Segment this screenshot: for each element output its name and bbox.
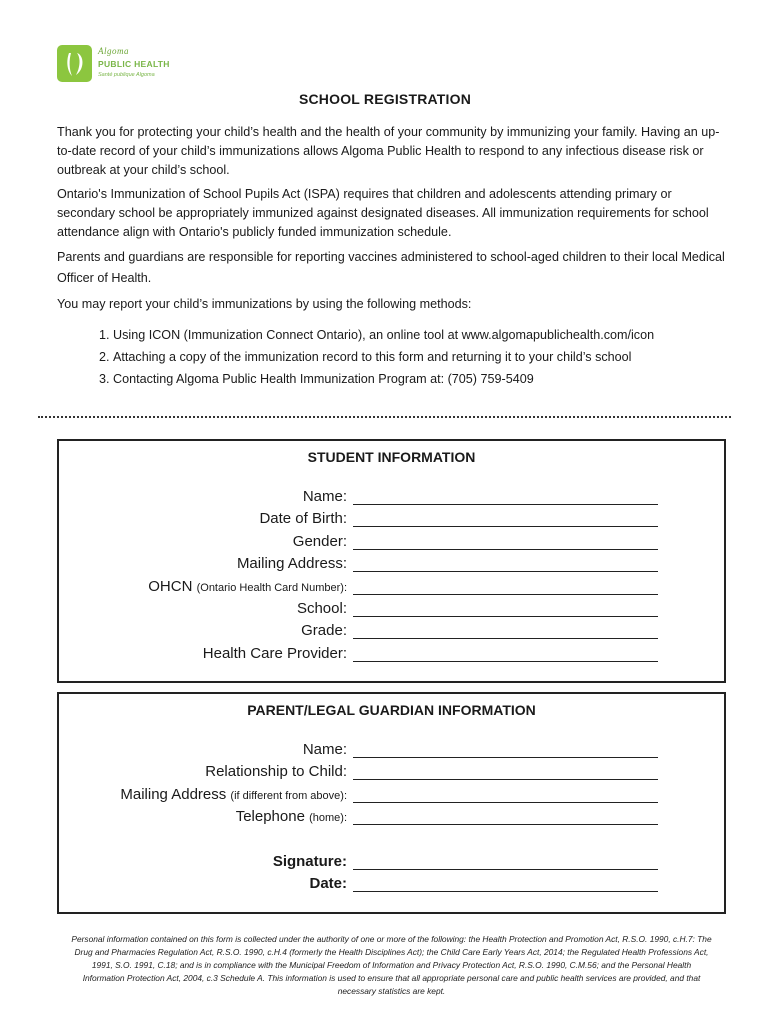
guardian-name-row: [59, 740, 724, 760]
student-name-row: [59, 487, 724, 507]
student-school-field[interactable]: [353, 616, 658, 617]
guardian-telephone-colon: :: [343, 812, 347, 824]
guardian-mailing-note: (if different from above): [230, 790, 344, 802]
reporting-methods-list: [57, 324, 729, 390]
student-provider-field[interactable]: [353, 661, 658, 662]
logo-text: [98, 47, 170, 78]
student-mailing-field[interactable]: [353, 571, 658, 572]
algoma-public-health-logo: [57, 45, 187, 85]
guardian-date-row: [59, 874, 724, 894]
guardian-telephone-text: Telephone: [235, 808, 305, 825]
dotted-separator: [38, 416, 731, 418]
student-dob-field[interactable]: [353, 526, 658, 527]
intro-paragraph-3: Parents and guardians are responsible for reporting vaccines administered to school-aged children to their local Medical Officer of Health.: [57, 250, 725, 285]
guardian-signature-label: Signature:: [272, 853, 347, 870]
student-grade-row: [59, 621, 724, 641]
ohcn-colon: :: [343, 582, 347, 594]
student-school-label: School:: [296, 600, 347, 617]
guardian-mailing-label: [120, 785, 347, 806]
student-grade-field[interactable]: [353, 638, 658, 639]
guardian-mailing-text: Mailing Address: [120, 786, 227, 803]
guardian-relationship-label: Relationship to Child:: [205, 763, 347, 780]
student-dob-row: [59, 509, 724, 529]
logo-mark-icon: [57, 45, 92, 82]
student-gender-label: Gender:: [292, 533, 347, 550]
guardian-relationship-row: [59, 762, 724, 782]
student-grade-label: Grade:: [301, 622, 347, 639]
guardian-telephone-label: [236, 807, 347, 828]
student-name-field[interactable]: [353, 504, 658, 505]
guardian-telephone-note: (home): [309, 812, 344, 824]
logo-line-3: Santé publique Algoma: [98, 71, 155, 78]
logo-line-1: Algoma: [98, 46, 129, 56]
student-ohcn-field[interactable]: [353, 594, 658, 595]
page-title: SCHOOL REGISTRATION: [298, 91, 472, 107]
student-dob-label: Date of Birth:: [259, 510, 347, 527]
student-information-box: [57, 439, 726, 683]
method-item-2: 2. Attaching a copy of the immunization record to this form and returning it to your child’s school: [113, 346, 729, 368]
student-ohcn-label: [148, 577, 347, 598]
student-mailing-label: Mailing Address:: [236, 555, 347, 572]
guardian-telephone-row: [59, 807, 724, 827]
student-mailing-row: [59, 554, 724, 574]
student-info-heading: STUDENT INFORMATION: [307, 449, 476, 465]
student-ohcn-row: [59, 577, 724, 597]
student-gender-field[interactable]: [353, 549, 658, 550]
method-item-1: 1. Using ICON (Immunization Connect Ontario), an online tool at www.algomapublichealth.com/icon: [113, 324, 729, 346]
student-school-row: [59, 599, 724, 619]
intro-paragraph-4: You may report your child’s immunizations by using the following methods:: [57, 297, 472, 311]
logo-line-2: PUBLIC HEALTH: [98, 59, 170, 69]
intro-section: [57, 123, 729, 390]
guardian-mailing-row: [59, 785, 724, 805]
student-provider-label: Health Care Provider:: [202, 645, 347, 662]
guardian-information-box: [57, 692, 726, 914]
student-gender-row: [59, 532, 724, 552]
guardian-date-label: Date:: [309, 875, 347, 892]
privacy-footer-notice: Personal information contained on this form is collected under the authority of one or more of the following: the Health Protection and Promotion Act, R.S.O. 1990, c.H.7: The Drug and Pharmacies Regulation Act, R.S.O. 1990, c.H.4 (formerly the Health Disciplines Act); the Child Care Early Years Act, 2014; the Regulated Health Professions Act, 1991, S.O. 1991, C.18; and is in compliance with the Municipal Freedom of Information and Privacy Protection Act, R.S.O. 1990, C.M.56; and the Personal Health Information Protection Act, 2004, c.3 Schedule A. This information is used to ensure that all appropriate personal care and public health services are provided, and that necessary statistics are kept.: [71, 934, 712, 996]
guardian-signature-row: [59, 852, 724, 872]
guardian-mailing-field[interactable]: [353, 802, 658, 803]
guardian-mailing-colon: :: [343, 790, 347, 802]
guardian-name-label: Name:: [302, 741, 347, 758]
student-name-label: Name:: [302, 488, 347, 505]
guardian-info-heading: PARENT/LEGAL GUARDIAN INFORMATION: [247, 702, 536, 718]
ohcn-note: (Ontario Health Card Number): [196, 582, 344, 594]
guardian-signature-field[interactable]: [353, 869, 658, 870]
method-item-3: 3. Contacting Algoma Public Health Immunization Program at: (705) 759-5409: [113, 368, 729, 390]
intro-paragraph-1: Thank you for protecting your child’s health and the health of your community by immunizing your family. Having an up-to-date record of your child’s immunizations allows Algoma Public Health to respond to any infectious disease risk or outbreak at your child’s school.: [57, 125, 720, 177]
intro-paragraph-2: Ontario's Immunization of School Pupils Act (ISPA) requires that children and adolescents attending primary or secondary school be appropriately immunized against designated diseases. All immunization requirements for school attendance align with Ontario's publicly funded immunization schedule.: [57, 187, 709, 239]
guardian-telephone-field[interactable]: [353, 824, 658, 825]
guardian-relationship-field[interactable]: [353, 779, 658, 780]
guardian-name-field[interactable]: [353, 757, 658, 758]
ohcn-text: OHCN: [148, 578, 193, 595]
student-provider-row: [59, 644, 724, 664]
guardian-date-field[interactable]: [353, 891, 658, 892]
